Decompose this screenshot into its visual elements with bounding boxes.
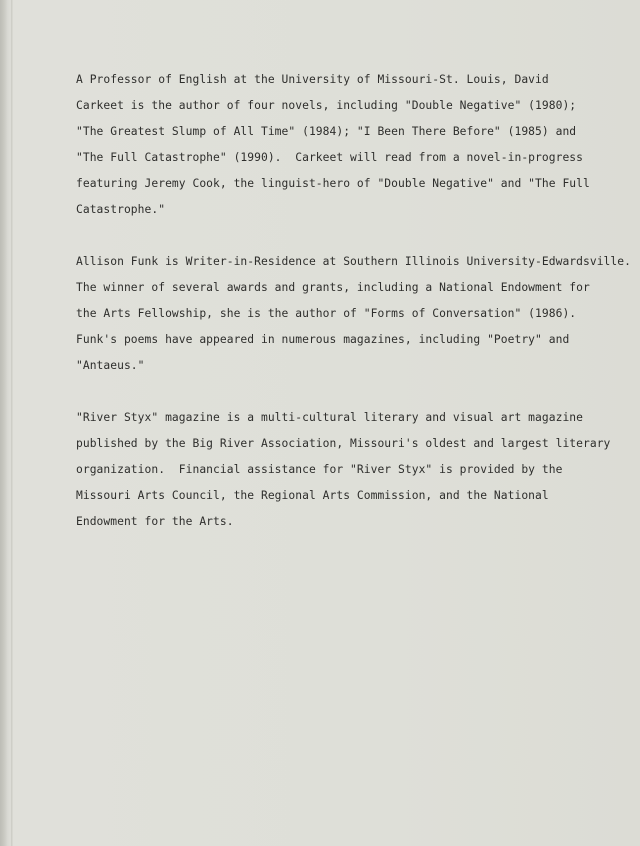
text-line: published by the Big River Association, Missouri's oldest and largest literary [76, 437, 611, 450]
text-line: featuring Jeremy Cook, the linguist-hero of "Double Negative" and "The Full [76, 177, 590, 190]
binding-edge [11, 0, 14, 846]
text-line: The winner of several awards and grants, including a National Endowment for [76, 281, 590, 294]
text-line: "River Styx" magazine is a multi-cultural literary and visual art magazine [76, 411, 583, 424]
text-line: "The Greatest Slump of All Time" (1984); "I Been There Before" (1985) and [76, 125, 577, 138]
paragraph-river-styx [76, 405, 616, 535]
binding-shadow [0, 0, 8, 846]
text-line: Funk's poems have appeared in numerous magazines, including "Poetry" and [76, 333, 570, 346]
paragraph-funk-bio [76, 249, 631, 379]
text-line: Catastrophe." [76, 203, 166, 216]
text-line: Missouri Arts Council, the Regional Arts Commission, and the National [76, 489, 549, 502]
text-line: Allison Funk is Writer-in-Residence at Southern Illinois University-Edwardsville. [76, 255, 631, 268]
text-line: A Professor of English at the University of Missouri-St. Louis, David [76, 73, 549, 86]
text-line: "The Full Catastrophe" (1990). Carkeet will read from a novel-in-progress [76, 151, 583, 164]
text-line: Endowment for the Arts. [76, 515, 234, 528]
text-line: the Arts Fellowship, she is the author of "Forms of Conversation" (1986). [76, 307, 577, 320]
paragraph-carkeet-bio [76, 67, 616, 223]
text-line: Carkeet is the author of four novels, including "Double Negative" (1980); [76, 99, 577, 112]
text-line: "Antaeus." [76, 359, 145, 372]
text-line: organization. Financial assistance for "River Styx" is provided by the [76, 463, 563, 476]
